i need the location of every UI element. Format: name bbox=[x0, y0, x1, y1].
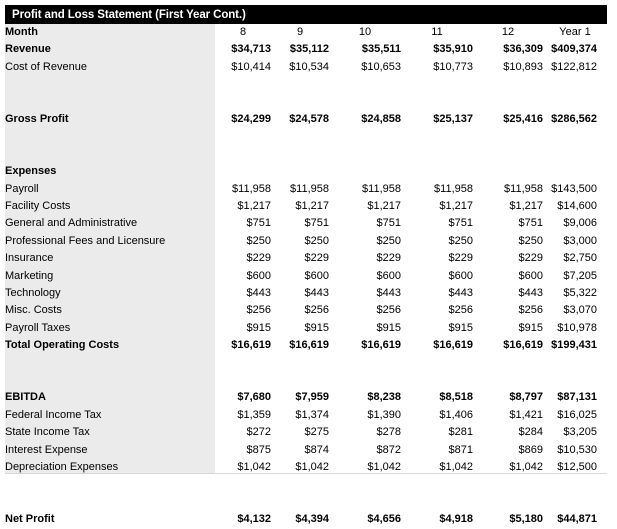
spacer-cell bbox=[271, 494, 329, 511]
spacer-cell bbox=[473, 476, 543, 493]
table-row bbox=[5, 111, 607, 128]
row-value: $10,773 bbox=[433, 60, 473, 73]
spacer-cell bbox=[543, 355, 607, 372]
row-value: $199,431 bbox=[551, 339, 597, 352]
row-value: $10,653 bbox=[361, 60, 401, 73]
spacer-cell bbox=[215, 76, 271, 93]
row-value: $10,893 bbox=[503, 60, 543, 73]
row-value: $874 bbox=[304, 443, 329, 456]
spacer-cell bbox=[401, 146, 473, 163]
row-value: $1,421 bbox=[509, 408, 543, 421]
column-header-m9: 9 bbox=[296, 26, 304, 38]
row-value: $1,406 bbox=[439, 408, 473, 421]
spacer-cell bbox=[271, 372, 329, 389]
row-value: $7,205 bbox=[563, 269, 597, 282]
spacer-cell bbox=[5, 476, 215, 493]
column-header-m11: 11 bbox=[431, 26, 443, 38]
row-value: $11,958 bbox=[434, 182, 473, 195]
row-value bbox=[215, 163, 271, 180]
spacer-cell bbox=[5, 355, 215, 372]
table-spacer-row bbox=[5, 94, 607, 111]
row-value: $11,958 bbox=[504, 182, 543, 195]
table-row bbox=[5, 337, 607, 354]
row-label: Technology bbox=[5, 287, 61, 300]
row-value: $869 bbox=[518, 443, 543, 456]
row-label: Insurance bbox=[5, 252, 54, 265]
row-value: $3,070 bbox=[563, 304, 597, 317]
row-value: $35,910 bbox=[433, 43, 473, 56]
spacer-cell bbox=[329, 494, 401, 511]
row-value: $1,042 bbox=[295, 461, 329, 474]
spacer-cell bbox=[401, 128, 473, 145]
spacer-cell bbox=[215, 494, 271, 511]
spacer-cell bbox=[215, 94, 271, 111]
row-value: $143,500 bbox=[551, 182, 597, 195]
table-spacer-row bbox=[5, 476, 607, 493]
column-header-m10: 10 bbox=[358, 26, 372, 38]
row-value: $8,238 bbox=[367, 391, 401, 404]
row-value: $25,416 bbox=[503, 113, 543, 125]
row-value: $35,511 bbox=[361, 43, 401, 56]
spacer-cell bbox=[329, 128, 401, 145]
row-value: $24,299 bbox=[231, 113, 271, 125]
row-label: Total Operating Costs bbox=[5, 339, 120, 352]
spacer-cell bbox=[329, 76, 401, 93]
row-value bbox=[473, 163, 543, 180]
row-value: $409,374 bbox=[551, 43, 597, 56]
row-value: $1,042 bbox=[439, 461, 473, 474]
table-row bbox=[5, 511, 607, 528]
spacer-cell bbox=[543, 94, 607, 111]
spacer-cell bbox=[271, 128, 329, 145]
row-value: $600 bbox=[518, 269, 543, 282]
table-spacer-row bbox=[5, 372, 607, 389]
spacer-cell bbox=[473, 128, 543, 145]
row-value: $3,205 bbox=[563, 426, 597, 439]
table-row bbox=[5, 233, 607, 250]
table-row bbox=[5, 250, 607, 267]
row-label: EBITDA bbox=[5, 391, 46, 404]
row-value: $284 bbox=[518, 426, 543, 439]
row-value: $600 bbox=[448, 269, 473, 282]
row-value: $229 bbox=[518, 252, 543, 265]
row-value: $915 bbox=[448, 321, 473, 334]
row-label: Federal Income Tax bbox=[5, 408, 102, 421]
table-row bbox=[5, 41, 607, 58]
row-value: $250 bbox=[448, 234, 473, 247]
row-value: $7,680 bbox=[237, 391, 271, 404]
row-value: $87,131 bbox=[557, 391, 597, 404]
row-value: $7,959 bbox=[295, 391, 329, 404]
row-value: $250 bbox=[304, 234, 329, 247]
row-value: $229 bbox=[304, 252, 329, 265]
row-value: $272 bbox=[246, 426, 271, 439]
row-value: $256 bbox=[376, 304, 401, 317]
row-value: $1,042 bbox=[237, 461, 271, 474]
table-row bbox=[5, 442, 607, 459]
spacer-cell bbox=[401, 372, 473, 389]
row-value: $751 bbox=[448, 217, 473, 230]
row-value: $871 bbox=[448, 443, 473, 456]
table-spacer-row bbox=[5, 76, 607, 93]
table-spacer-row bbox=[5, 128, 607, 145]
row-value: $281 bbox=[448, 426, 473, 439]
row-value: $256 bbox=[246, 304, 271, 317]
row-label: Expenses bbox=[5, 165, 57, 178]
spacer-cell bbox=[5, 76, 215, 93]
row-value: $1,042 bbox=[509, 461, 543, 474]
row-value bbox=[329, 163, 401, 180]
row-label: Marketing bbox=[5, 269, 54, 282]
row-value: $443 bbox=[376, 287, 401, 300]
row-value: $250 bbox=[518, 234, 543, 247]
row-value: $10,978 bbox=[557, 321, 597, 334]
row-value bbox=[401, 163, 473, 180]
table-row bbox=[5, 215, 607, 232]
row-value: $286,562 bbox=[551, 113, 597, 125]
row-label: Facility Costs bbox=[5, 200, 71, 212]
row-value: $10,530 bbox=[557, 443, 597, 456]
row-value: $256 bbox=[448, 304, 473, 317]
row-value: $4,132 bbox=[237, 513, 271, 526]
spacer-cell bbox=[543, 494, 607, 511]
column-header-m8: 8 bbox=[239, 26, 247, 38]
row-value: $10,414 bbox=[231, 60, 271, 73]
row-value: $16,619 bbox=[231, 339, 271, 352]
table-header-row bbox=[5, 24, 607, 41]
row-value bbox=[271, 163, 329, 180]
row-value: $44,871 bbox=[557, 513, 597, 526]
spacer-cell bbox=[5, 494, 215, 511]
row-value: $1,042 bbox=[367, 461, 401, 474]
table-row bbox=[5, 181, 607, 198]
table-row bbox=[5, 59, 607, 76]
row-value: $16,619 bbox=[289, 339, 329, 352]
row-value: $35,112 bbox=[289, 43, 329, 56]
spacer-cell bbox=[215, 146, 271, 163]
spacer-cell bbox=[271, 146, 329, 163]
row-label: Gross Profit bbox=[5, 113, 69, 125]
row-value: $122,812 bbox=[551, 60, 597, 73]
row-value: $8,518 bbox=[439, 391, 473, 404]
row-value: $443 bbox=[304, 287, 329, 300]
column-header-label: Month bbox=[5, 26, 38, 38]
row-value: $915 bbox=[246, 321, 271, 334]
row-label: State Income Tax bbox=[5, 426, 90, 439]
row-label: Interest Expense bbox=[5, 443, 88, 456]
row-value bbox=[543, 163, 607, 180]
row-value: $8,797 bbox=[509, 391, 543, 404]
row-value: $4,656 bbox=[367, 513, 401, 526]
row-value: $875 bbox=[246, 443, 271, 456]
row-value: $600 bbox=[246, 269, 271, 282]
spacer-cell bbox=[473, 494, 543, 511]
statement-table-container bbox=[5, 24, 607, 526]
row-value: $25,137 bbox=[433, 113, 473, 125]
row-value: $2,750 bbox=[563, 252, 597, 265]
spacer-cell bbox=[215, 372, 271, 389]
spacer-cell bbox=[271, 476, 329, 493]
row-value: $9,006 bbox=[563, 217, 597, 230]
row-value: $4,918 bbox=[439, 513, 473, 526]
row-value: $1,217 bbox=[509, 200, 543, 212]
row-label: Professional Fees and Licensure bbox=[5, 234, 166, 247]
row-value: $229 bbox=[376, 252, 401, 265]
table-row bbox=[5, 389, 607, 406]
spacer-cell bbox=[401, 355, 473, 372]
row-value: $872 bbox=[376, 443, 401, 456]
row-value: $250 bbox=[376, 234, 401, 247]
row-value: $16,619 bbox=[361, 339, 401, 352]
spacer-cell bbox=[401, 476, 473, 493]
row-value: $24,578 bbox=[289, 113, 329, 125]
spacer-cell bbox=[329, 94, 401, 111]
row-label: General and Administrative bbox=[5, 217, 138, 230]
table-row bbox=[5, 198, 607, 215]
spacer-cell bbox=[5, 94, 215, 111]
row-value: $751 bbox=[376, 217, 401, 230]
row-value: $1,374 bbox=[295, 408, 329, 421]
table-spacer-row bbox=[5, 494, 607, 511]
spacer-cell bbox=[5, 128, 215, 145]
statement-title-bar bbox=[5, 5, 607, 24]
row-value: $24,858 bbox=[361, 113, 401, 125]
row-value: $11,958 bbox=[362, 182, 401, 195]
row-value: $443 bbox=[448, 287, 473, 300]
row-value: $250 bbox=[246, 234, 271, 247]
row-value: $16,619 bbox=[503, 339, 543, 352]
spacer-cell bbox=[271, 94, 329, 111]
row-value: $229 bbox=[246, 252, 271, 265]
spacer-cell bbox=[543, 372, 607, 389]
profit-and-loss-table bbox=[5, 24, 607, 529]
row-value: $256 bbox=[518, 304, 543, 317]
table-row bbox=[5, 163, 607, 180]
table-row bbox=[5, 268, 607, 285]
table-row bbox=[5, 302, 607, 319]
row-value: $751 bbox=[518, 217, 543, 230]
table-spacer-row bbox=[5, 355, 607, 372]
spacer-cell bbox=[473, 372, 543, 389]
row-value: $751 bbox=[304, 217, 329, 230]
row-value: $1,217 bbox=[439, 200, 473, 212]
spacer-cell bbox=[473, 355, 543, 372]
spacer-cell bbox=[329, 355, 401, 372]
row-value: $16,025 bbox=[557, 408, 597, 421]
row-value: $5,322 bbox=[563, 287, 597, 300]
table-row bbox=[5, 320, 607, 337]
table-body bbox=[5, 24, 607, 529]
row-value: $751 bbox=[246, 217, 271, 230]
row-value: $600 bbox=[304, 269, 329, 282]
spacer-cell bbox=[5, 146, 215, 163]
spacer-cell bbox=[543, 76, 607, 93]
row-value: $278 bbox=[376, 426, 401, 439]
statement-title: Profit and Loss Statement (First Year Cont.) bbox=[12, 8, 246, 21]
spacer-cell bbox=[473, 94, 543, 111]
spacer-cell bbox=[329, 372, 401, 389]
spacer-cell bbox=[543, 476, 607, 493]
table-spacer-row bbox=[5, 146, 607, 163]
row-value: $11,958 bbox=[232, 182, 271, 195]
row-value: $34,713 bbox=[231, 43, 271, 56]
row-value: $275 bbox=[304, 426, 329, 439]
row-value: $1,217 bbox=[237, 200, 271, 212]
row-label: Revenue bbox=[5, 43, 51, 56]
spacer-cell bbox=[215, 476, 271, 493]
spacer-cell bbox=[401, 76, 473, 93]
spacer-cell bbox=[215, 128, 271, 145]
row-value: $4,394 bbox=[295, 513, 329, 526]
row-value: $443 bbox=[246, 287, 271, 300]
row-value: $1,217 bbox=[295, 200, 329, 212]
row-value: $915 bbox=[376, 321, 401, 334]
row-value: $1,390 bbox=[367, 408, 401, 421]
table-row bbox=[5, 424, 607, 441]
row-value: $443 bbox=[518, 287, 543, 300]
row-value: $12,500 bbox=[557, 461, 597, 474]
row-label: Depreciation Expenses bbox=[5, 461, 119, 474]
row-value: $5,180 bbox=[509, 513, 543, 526]
spacer-cell bbox=[473, 146, 543, 163]
spacer-cell bbox=[271, 76, 329, 93]
row-label: Misc. Costs bbox=[5, 304, 62, 317]
spacer-cell bbox=[543, 128, 607, 145]
spacer-cell bbox=[215, 355, 271, 372]
row-value: $36,309 bbox=[503, 43, 543, 56]
row-label: Cost of Revenue bbox=[5, 60, 87, 73]
row-value: $1,359 bbox=[237, 408, 271, 421]
table-row bbox=[5, 459, 607, 476]
row-value: $915 bbox=[304, 321, 329, 334]
row-value: $256 bbox=[304, 304, 329, 317]
spacer-cell bbox=[271, 355, 329, 372]
row-value: $11,958 bbox=[290, 182, 329, 195]
column-header-y1: Year 1 bbox=[559, 26, 591, 38]
table-row bbox=[5, 285, 607, 302]
row-value: $14,600 bbox=[557, 200, 597, 212]
spacer-cell bbox=[543, 146, 607, 163]
row-value: $1,217 bbox=[367, 200, 401, 212]
spacer-cell bbox=[401, 94, 473, 111]
row-value: $229 bbox=[448, 252, 473, 265]
row-value: $600 bbox=[376, 269, 401, 282]
table-row bbox=[5, 407, 607, 424]
spacer-cell bbox=[329, 146, 401, 163]
row-value: $16,619 bbox=[433, 339, 473, 352]
row-label: Payroll bbox=[5, 182, 39, 195]
row-value: $10,534 bbox=[289, 60, 329, 73]
row-label: Net Profit bbox=[5, 513, 55, 526]
spacer-cell bbox=[5, 372, 215, 389]
column-header-m12: 12 bbox=[501, 26, 515, 38]
row-value: $3,000 bbox=[563, 234, 597, 247]
row-value: $915 bbox=[518, 321, 543, 334]
spacer-cell bbox=[401, 494, 473, 511]
spacer-cell bbox=[473, 76, 543, 93]
row-label: Payroll Taxes bbox=[5, 321, 71, 334]
spacer-cell bbox=[329, 476, 401, 493]
